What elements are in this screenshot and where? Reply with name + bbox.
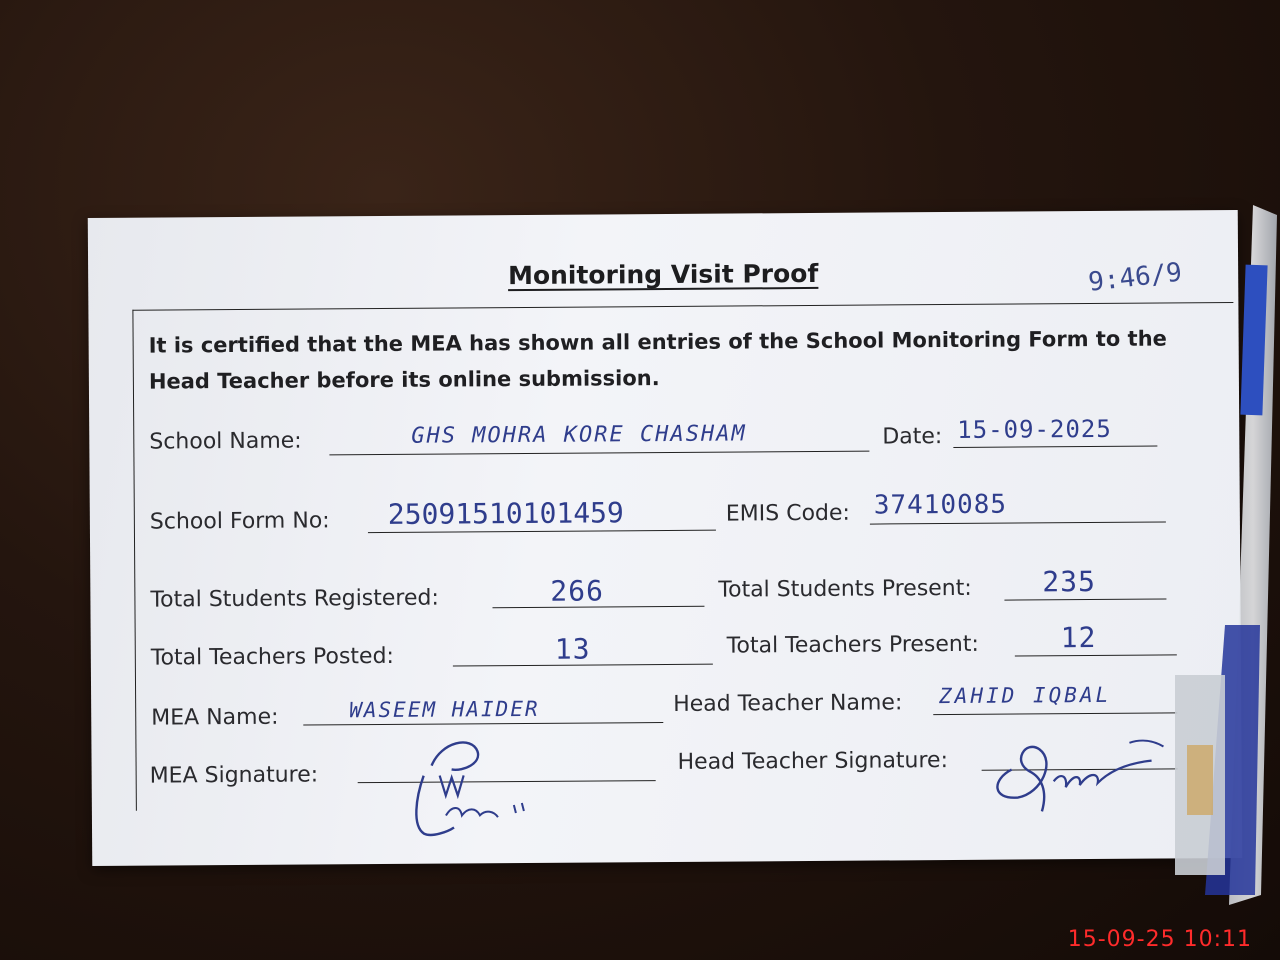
certification-text: It is certified that the MEA has shown all entries of the School Monitoring Form to the Head Teacher before its online submission. [148, 326, 1167, 394]
mea-signature-label: MEA Signature: [149, 762, 319, 789]
total-students-present-value: 235 [1042, 564, 1097, 599]
head-teacher-signature [981, 720, 1182, 821]
date-label: Date: [882, 424, 943, 450]
head-teacher-signature-label: Head Teacher Signature: [677, 748, 949, 775]
school-form-no-value: 25091510101459 [387, 496, 624, 531]
emis-code-value: 37410085 [873, 489, 1008, 521]
total-students-registered-value: 266 [550, 574, 605, 608]
total-students-present-label: Total Students Present: [718, 575, 972, 603]
emis-code-label: EMIS Code: [725, 500, 850, 527]
mea-name-label: MEA Name: [151, 704, 279, 731]
school-form-no-label: School Form No: [149, 508, 330, 535]
pen-icon [1165, 205, 1280, 925]
date-value: 15-09-2025 [957, 414, 1112, 444]
photo-timestamp: 15-09-25 10:11 [1067, 927, 1252, 952]
total-teachers-posted-value: 13 [554, 632, 591, 666]
handwritten-time-note: 9:46/9 [1086, 257, 1184, 298]
mea-name-value: WASEEM HAIDER [349, 696, 540, 723]
mea-signature [401, 735, 542, 840]
total-students-registered-label: Total Students Registered: [150, 585, 439, 613]
total-teachers-posted-label: Total Teachers Posted: [150, 643, 395, 671]
school-name-label: School Name: [149, 428, 302, 455]
monitoring-form-card [88, 210, 1242, 866]
head-teacher-name-value: ZAHID IQBAL [939, 682, 1112, 709]
school-name-value: GHS MOHRA KORE CHASHAM [411, 421, 747, 449]
head-teacher-name-label: Head Teacher Name: [673, 690, 903, 717]
form-title: Monitoring Visit Proof [507, 258, 819, 291]
total-teachers-present-value: 12 [1060, 620, 1097, 655]
total-teachers-present-label: Total Teachers Present: [726, 631, 979, 659]
